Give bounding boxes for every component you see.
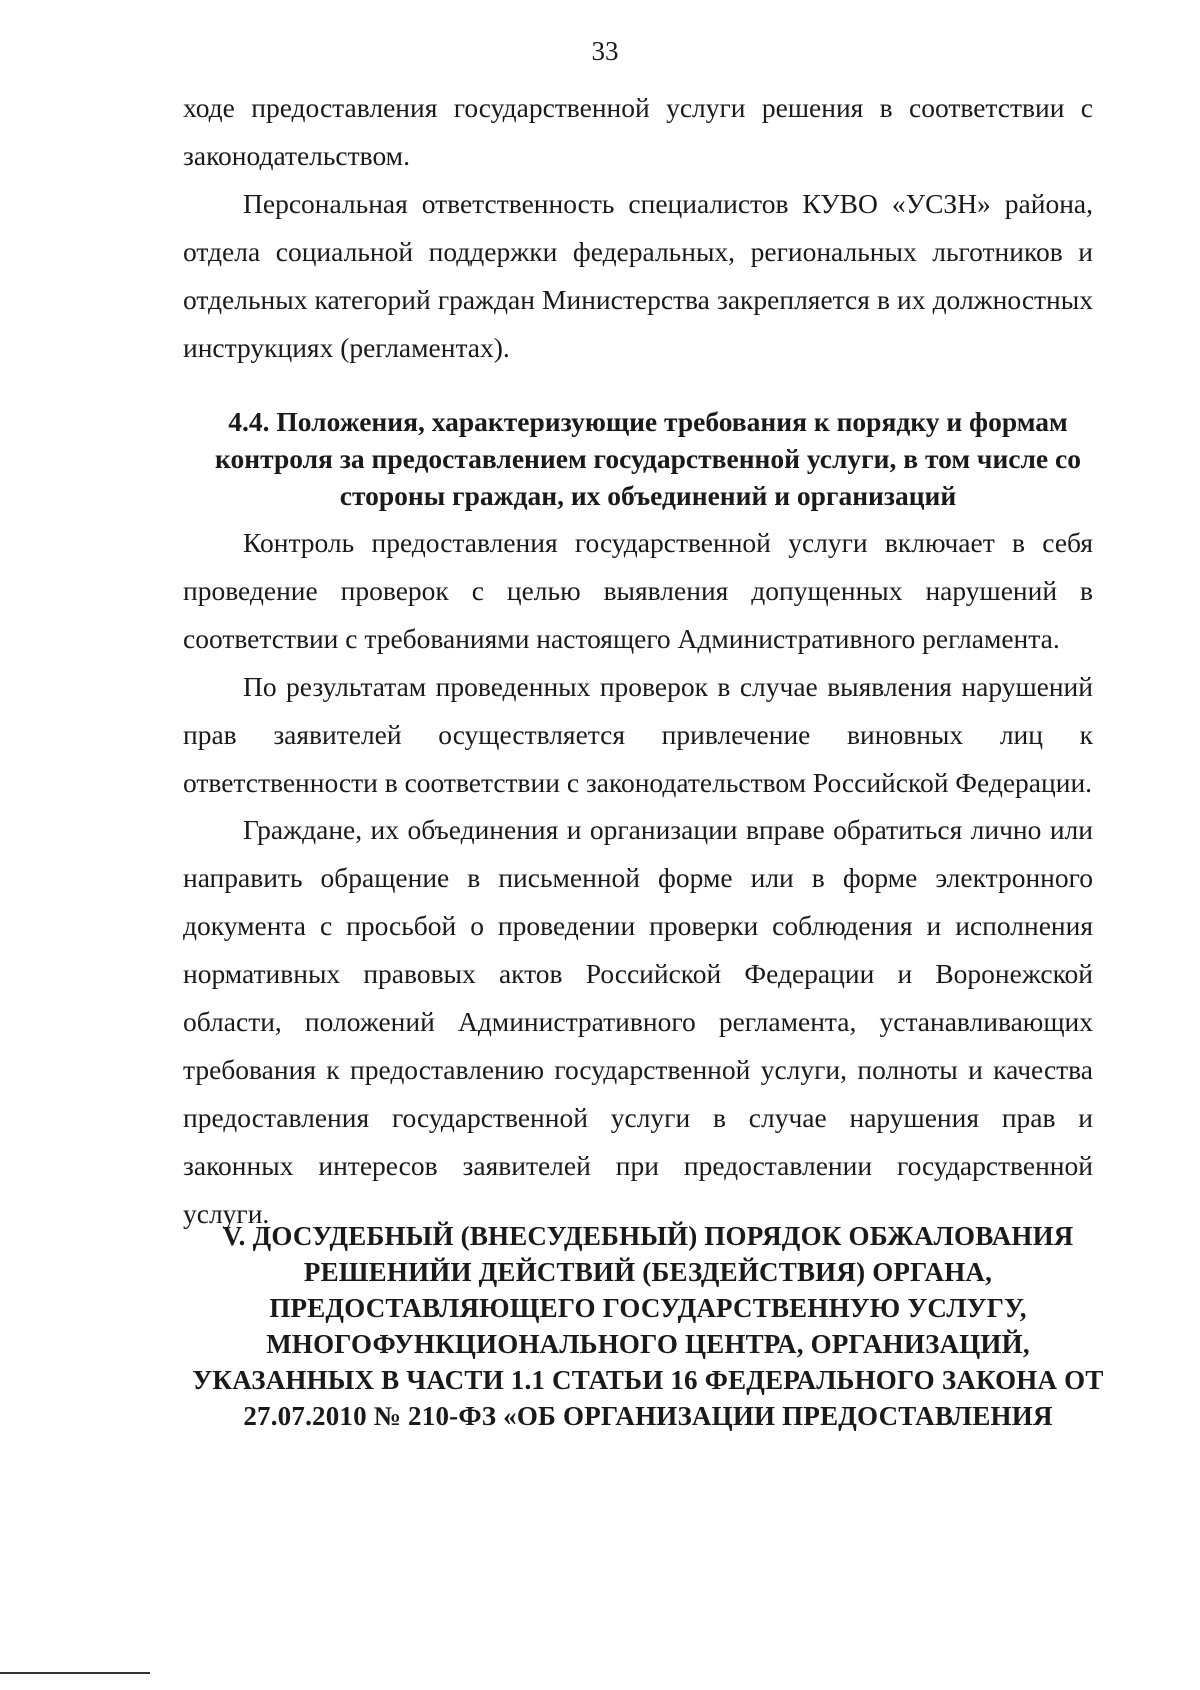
section-heading-4-4: 4.4. Положения, характеризующие требования к порядку и формам контроля за предоставлением государственной услуги, в том числе со стороны граждан, их объединений и организаций [215, 406, 1081, 511]
paragraph-continuation: ходе предоставления государственной услуги решения в соответствии с законодательством. [183, 92, 1093, 171]
footnote-divider [0, 1672, 150, 1674]
paragraph-control: Контроль предоставления государственной услуги включает в себя проведение проверок с целью выявления допущенных нарушений в соответствии с требованиями настоящего Административного регламента. [183, 527, 1093, 654]
paragraph-citizens-appeal: Граждане, их объединения и организации вправе обратиться лично или направить обращение в письменной форме или в форме электронного документа с просьбой о проведении проверки соблюдения и исполнения нормативных правовых актов Российской Федерации и Воронежской области, положений Административного регламента, устанавливающих требования к предоставлению государственной услуги, полноты и качества предоставления государственной услуги в случае нарушения прав и законных интересов заявителей при предоставлении государственной услуги. [183, 814, 1093, 1229]
paragraph-inspection-results: По результатам проведенных проверок в случае выявления нарушений прав заявителей осуществляется привлечение виновных лиц к ответственности в соответствии с законодательством Российской Федерации. [183, 671, 1093, 798]
paragraph-personal-responsibility: Персональная ответственность специалистов КУВО «УСЗН» района, отдела социальной поддержки федеральных, региональных льготников и отдельных категорий граждан Министерства закрепляется в их должностных инструкциях (регламентах). [183, 188, 1093, 363]
page-number: 33 [591, 36, 619, 66]
section-heading-5: V. ДОСУДЕБНЫЙ (ВНЕСУДЕБНЫЙ) ПОРЯДОК ОБЖАЛОВАНИЯ РЕШЕНИЙИ ДЕЙСТВИЙ (БЕЗДЕЙСТВИЯ) ОРГАНА, ПРЕДОСТАВЛЯЮЩЕГО ГОСУДАРСТВЕННУЮ УСЛУГУ, МНОГОФУНКЦИОНАЛЬНОГО ЦЕНТРА, ОРГАНИЗАЦИЙ, УКАЗАННЫХ В ЧАСТИ 1.1 СТАТЬИ 16 ФЕДЕРАЛЬНОГО ЗАКОНА ОТ 27.07.2010 № 210-ФЗ «ОБ ОРГАНИЗАЦИИ ПРЕДОСТАВЛЕНИЯ [192, 1221, 1104, 1431]
